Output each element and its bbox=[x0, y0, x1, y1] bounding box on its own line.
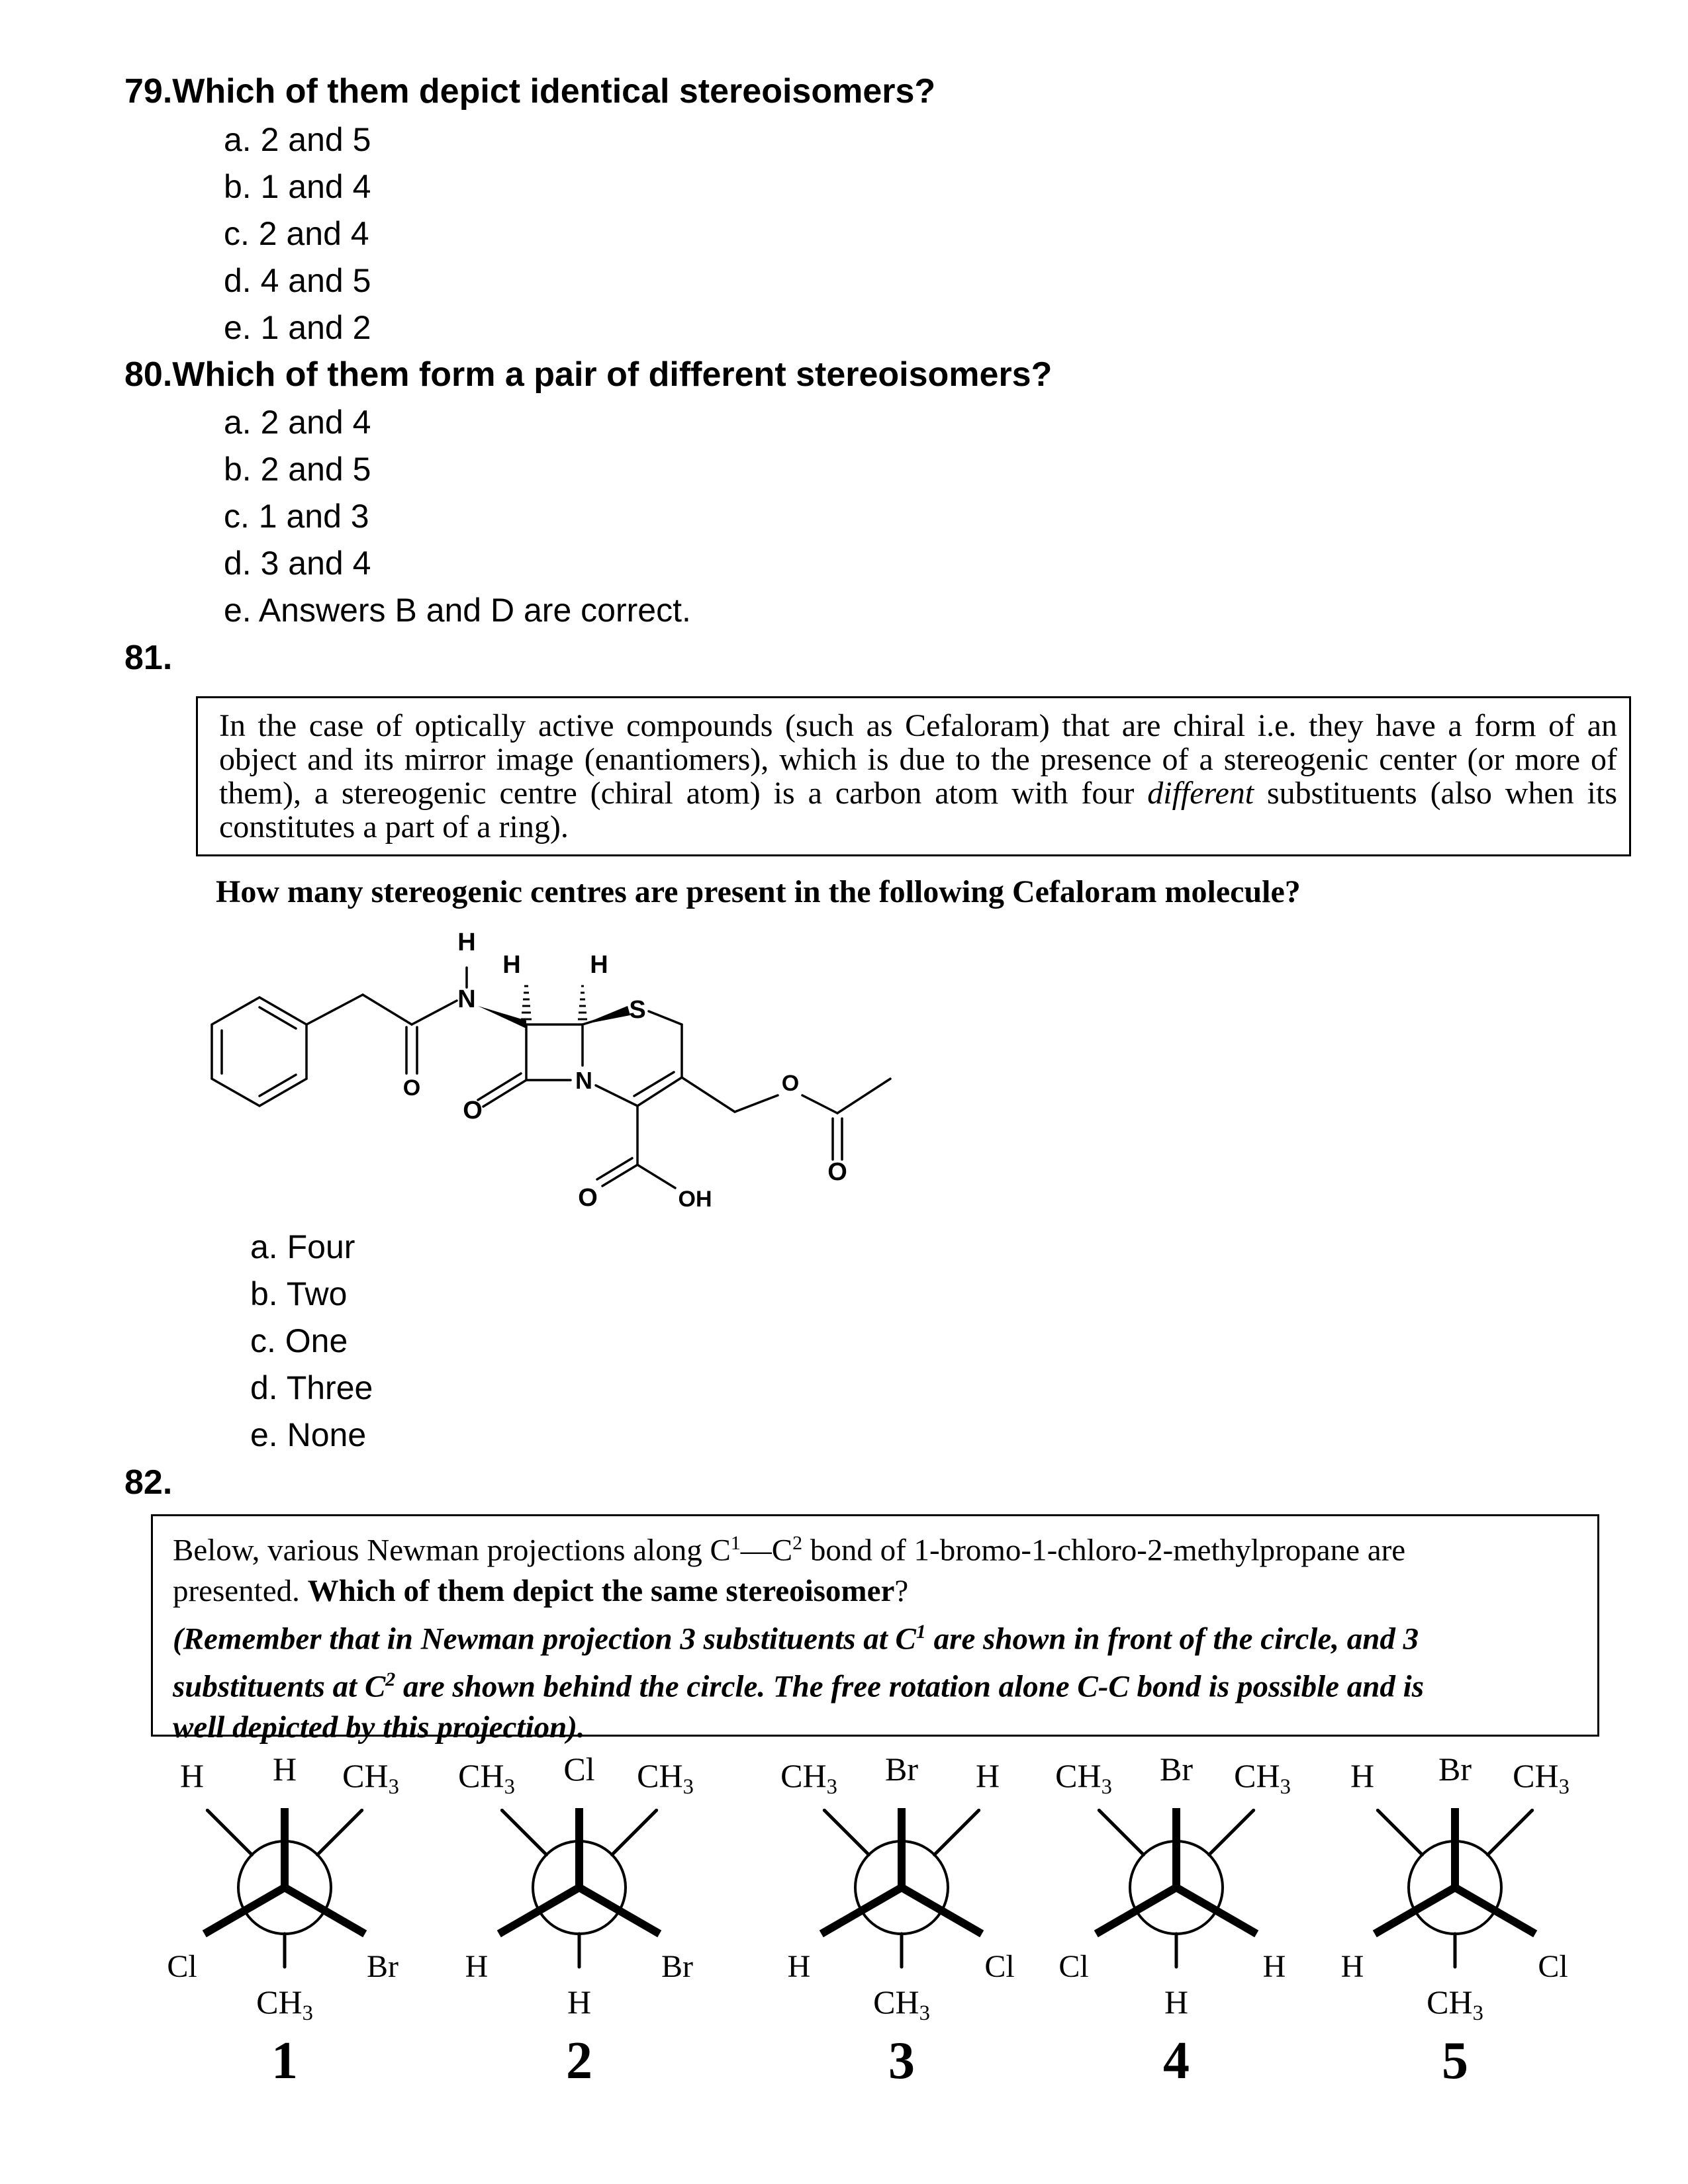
newman-4-back-left-bond bbox=[1099, 1810, 1143, 1854]
newman-5-number: 5 bbox=[1442, 2032, 1468, 2090]
mol-label-oh: OH bbox=[678, 1187, 712, 1212]
newman-3-back-left-label: $CH_3$ bbox=[780, 1757, 837, 1799]
newman-1-back-right-label: $CH_3$ bbox=[342, 1757, 399, 1799]
newman-1-back-left-bond bbox=[207, 1810, 252, 1854]
newman-5-back-right-bond bbox=[1487, 1810, 1532, 1854]
newman-2-number: 2 bbox=[566, 2032, 592, 2090]
cefaloram-structure bbox=[199, 913, 960, 1218]
q82-info-box bbox=[151, 1514, 1599, 1745]
newman-5-back-left-label: H bbox=[1350, 1757, 1375, 1794]
newman-4-front-left-label: Cl bbox=[1058, 1949, 1089, 1984]
q82-info-line2: presented. Which of them depict the same stereoisomer? bbox=[173, 1573, 909, 1608]
newman-3-back-right-label: H bbox=[975, 1757, 1000, 1794]
q82-number: 82. bbox=[124, 1463, 173, 1502]
newman-5-front-top-label: Br bbox=[1438, 1751, 1472, 1788]
newman-projections bbox=[0, 1721, 1688, 2091]
newman-1-front-right-label: Br bbox=[367, 1949, 399, 1984]
q80-option-e: e. Answers B and D are correct. bbox=[224, 592, 691, 629]
mol-label-o-acid: O bbox=[578, 1184, 598, 1212]
newman-1-back-right-bond bbox=[317, 1810, 361, 1854]
newman-3-back-right-bond bbox=[934, 1810, 978, 1854]
mol-label-h2: H bbox=[590, 951, 608, 979]
newman-5-front-left-label: H bbox=[1340, 1949, 1364, 1984]
q81-option-e: e. None bbox=[250, 1416, 367, 1453]
newman-5-back-bottom-label: $CH_3$ bbox=[1427, 1983, 1483, 2025]
q81-info-text: In the case of optically active compounds (such as Cefaloram) that are chiral i.e. they have a form of an object and its mirror image (enantiomers), which is due to the presence of a stereogenic center (or more of them), a stereogenic centre (chiral atom) is a carbon atom with four different substituents (also when its constitutes a part of a ring). bbox=[219, 708, 1617, 844]
newman-2-front-right-label: Br bbox=[661, 1949, 693, 1984]
q82-info-line4: substituents at $C^2$ are shown behind the circle. The free rotation alone C-C bond is possible and is bbox=[173, 1668, 1425, 1704]
newman-4-back-bottom-label: H bbox=[1164, 1983, 1189, 2021]
newman-3-front-right-label: Cl bbox=[984, 1949, 1015, 1984]
newman-3-front-top-label: Br bbox=[885, 1751, 918, 1788]
newman-4-number: 4 bbox=[1163, 2032, 1190, 2090]
q79-option-c: c. 2 and 4 bbox=[224, 215, 369, 252]
newman-3-back-left-bond bbox=[824, 1810, 868, 1854]
newman-4-back-right-bond bbox=[1209, 1810, 1253, 1854]
newman-3-front-left-label: H bbox=[787, 1949, 811, 1984]
newman-2-front-top-label: Cl bbox=[563, 1751, 595, 1788]
q82-info-line5: well depicted by this projection). bbox=[173, 1709, 585, 1745]
newman-3-back-bottom-label: $CH_3$ bbox=[873, 1983, 930, 2025]
newman-1-number: 1 bbox=[271, 2032, 298, 2090]
q81-option-b: b. Two bbox=[250, 1275, 348, 1312]
newman-3-number: 3 bbox=[888, 2032, 915, 2090]
newman-1-front-left-label: Cl bbox=[167, 1949, 197, 1984]
newman-2-back-left-label: $CH_3$ bbox=[458, 1757, 515, 1799]
q81-number: 81. bbox=[124, 639, 173, 677]
q82-info-line3: (Remember that in Newman projection 3 substituents at $C^1$ are shown in front of the circle, and 3 bbox=[173, 1620, 1419, 1657]
newman-1-back-left-label: H bbox=[179, 1757, 205, 1794]
mol-label-n-amide: N bbox=[457, 985, 476, 1013]
newman-2-back-right-bond bbox=[612, 1810, 656, 1854]
q81-option-a: a. Four bbox=[250, 1228, 355, 1265]
newman-5-back-left-bond bbox=[1378, 1810, 1422, 1854]
newman-5-back-right-label: $CH_3$ bbox=[1513, 1757, 1570, 1799]
mol-label-n-ring: N bbox=[575, 1067, 592, 1094]
newman-2-front-left-label: H bbox=[465, 1949, 489, 1984]
q80-option-a: a. 2 and 4 bbox=[224, 404, 371, 441]
q82-info-line1: Below, various Newman projections along $C^1—C^2$ bond of 1-bromo-1-chloro-2-methylpropane are bbox=[173, 1532, 1406, 1568]
newman-1-front-top-label: H bbox=[272, 1751, 297, 1788]
mol-label-nh-h: H bbox=[457, 929, 476, 956]
newman-2-back-right-label: $CH_3$ bbox=[637, 1757, 694, 1799]
q80-option-c: c. 1 and 3 bbox=[224, 498, 369, 535]
newman-4-back-right-label: $CH_3$ bbox=[1234, 1757, 1291, 1799]
q81-info-box bbox=[196, 696, 1631, 856]
q79-title: 79.Which of them depict identical stereoisomers? bbox=[124, 72, 936, 111]
q81-question: How many stereogenic centres are present in the following Cefaloram molecule? bbox=[216, 874, 1301, 909]
newman-4-front-right-label: H bbox=[1262, 1949, 1286, 1984]
mol-label-s: S bbox=[629, 996, 646, 1024]
q79-option-d: d. 4 and 5 bbox=[224, 262, 371, 299]
mol-label-o-benzyl: O bbox=[402, 1075, 421, 1101]
q81-option-d: d. Three bbox=[250, 1369, 373, 1406]
q79-option-a: a. 2 and 5 bbox=[224, 121, 371, 158]
q80-option-b: b. 2 and 5 bbox=[224, 451, 371, 488]
newman-2-back-left-bond bbox=[502, 1810, 546, 1854]
q79-option-b: b. 1 and 4 bbox=[224, 168, 371, 205]
q80-option-d: d. 3 and 4 bbox=[224, 545, 371, 582]
newman-1-back-bottom-label: $CH_3$ bbox=[256, 1983, 313, 2025]
newman-4-front-top-label: Br bbox=[1160, 1751, 1193, 1788]
mol-label-o-lactam: O bbox=[463, 1097, 483, 1124]
benzene-ring bbox=[212, 997, 306, 1106]
q81-option-c: c. One bbox=[250, 1322, 348, 1359]
newman-2-back-bottom-label: H bbox=[567, 1983, 592, 2021]
newman-4-back-left-label: $CH_3$ bbox=[1055, 1757, 1112, 1799]
newman-5-front-right-label: Cl bbox=[1538, 1949, 1568, 1984]
mol-label-h1: H bbox=[502, 951, 521, 979]
mol-label-o-ester: O bbox=[781, 1071, 800, 1096]
q79-option-e: e. 1 and 2 bbox=[224, 309, 371, 346]
q80-title: 80.Which of them form a pair of different stereoisomers? bbox=[124, 355, 1053, 394]
mol-label-o-acyl: O bbox=[827, 1158, 847, 1186]
